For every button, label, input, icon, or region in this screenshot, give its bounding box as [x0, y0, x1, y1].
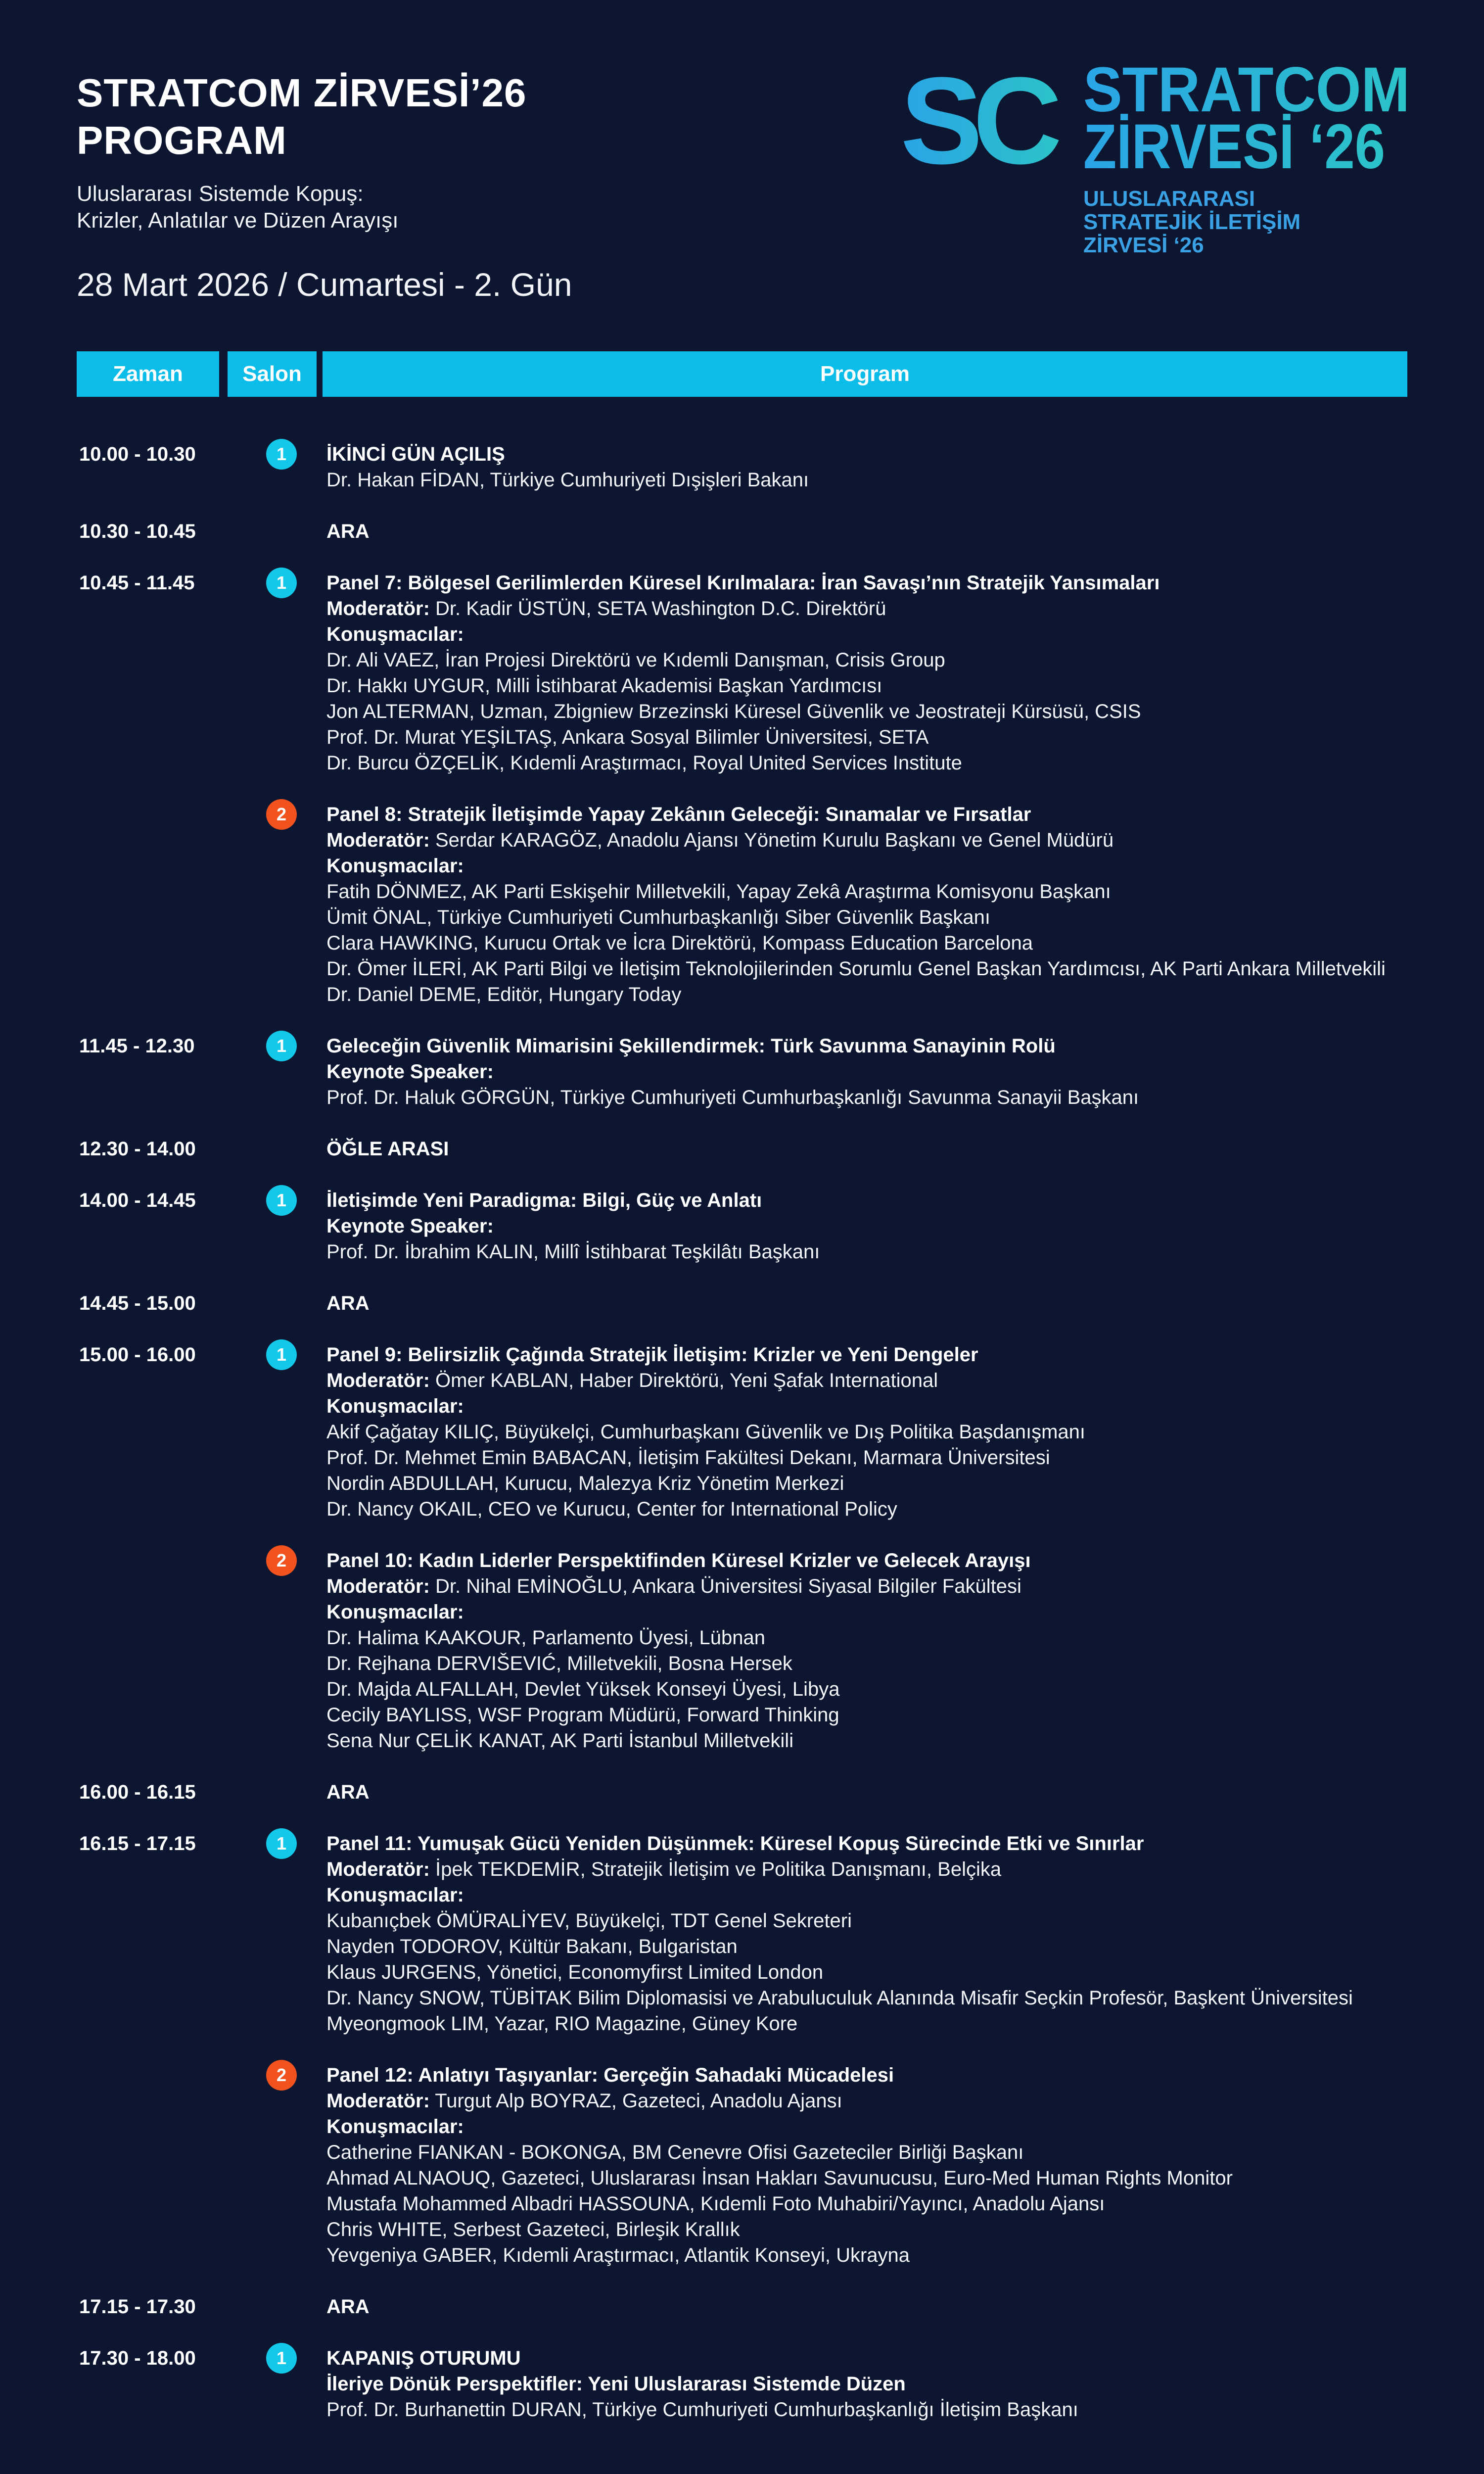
session-block — [326, 1548, 1479, 1754]
session-line — [326, 519, 1479, 544]
session-line-text: Cecily BAYLISS, WSF Program Müdürü, Forward Thinking — [326, 1704, 839, 1726]
session-line-label: Konuşmacılar: — [326, 855, 464, 877]
session-line — [326, 2242, 1479, 2268]
session-line-text: Prof. Dr. İbrahim KALIN, Millî İstihbarat Teşkilâtı Başkanı — [326, 1241, 820, 1263]
logo-tag-line-3: ZİRVESİ ‘26 — [1083, 233, 1204, 257]
session-block — [326, 519, 1479, 544]
session-line — [326, 570, 1479, 596]
salon-badge: 1 — [266, 439, 297, 470]
session-time: 17.15 - 17.30 — [79, 2296, 196, 2318]
session-line — [326, 1779, 1479, 1805]
session-line-text: Dr. Nancy SNOW, TÜBİTAK Bilim Diplomasisi ve Arabuluculuk Alanında Misafir Seçkin Profesör, Başkent Üniversitesi — [326, 1987, 1353, 2009]
session-block — [326, 802, 1479, 1007]
session-line-text: Dr. Burcu ÖZÇELİK, Kıdemli Araştırmacı, Royal United Services Institute — [326, 752, 962, 774]
session-block — [326, 441, 1479, 493]
session-line-text: Dr. Nihal EMİNOĞLU, Ankara Üniversitesi Siyasal Bilgiler Fakültesi — [429, 1575, 1021, 1597]
session-line — [326, 2165, 1479, 2191]
session-line — [326, 956, 1479, 982]
session-line — [326, 467, 1479, 493]
session-time: 14.00 - 14.45 — [79, 1189, 196, 1211]
session-line-text: Sena Nur ÇELİK KANAT, AK Parti İstanbul Milletvekili — [326, 1730, 794, 1752]
session-line — [326, 1959, 1479, 1985]
session-line-text: Dr. Daniel DEME, Editör, Hungary Today — [326, 984, 682, 1005]
session-line-text: Kubanıçbek ÖMÜRALİYEV, Büyükelçi, TDT Genel Sekreteri — [326, 1910, 852, 1932]
session-line-text: Mustafa Mohammed Albadri HASSOUNA, Kıdemli Foto Muhabiri/Yayıncı, Anadolu Ajansı — [326, 2193, 1105, 2215]
session-line-text: Ömer KABLAN, Haber Direktörü, Yeni Şafak International — [429, 1370, 938, 1391]
session-line-text: Dr. Hakan FİDAN, Türkiye Cumhuriyeti Dışişleri Bakanı — [326, 469, 809, 491]
salon-badge: 2 — [266, 1545, 297, 1576]
session-time: 10.30 - 10.45 — [79, 521, 196, 542]
session-line — [326, 647, 1479, 673]
session-block — [326, 1136, 1479, 1162]
session-line — [326, 1702, 1479, 1728]
subtitle-line-2: Krizler, Anlatılar ve Düzen Arayışı — [77, 208, 399, 233]
column-header-time: Zaman — [77, 351, 219, 397]
session-block — [326, 1342, 1479, 1522]
session-block — [326, 2345, 1479, 2423]
session-line-label: ÖĞLE ARASI — [326, 1138, 449, 1160]
session-line — [326, 827, 1479, 853]
session-line — [326, 1342, 1479, 1368]
session-line-label: Moderatör: — [326, 598, 430, 619]
session-line-label: ARA — [326, 521, 370, 542]
session-line — [326, 1934, 1479, 1959]
logo-name-line-2: ZİRVESİ ‘26 — [1083, 111, 1385, 182]
session-line — [326, 1676, 1479, 1702]
session-block — [326, 2294, 1479, 2320]
session-line — [326, 2140, 1479, 2165]
session-line — [326, 1882, 1479, 1908]
session-line-text: Dr. Ali VAEZ, İran Projesi Direktörü ve Kıdemli Danışman, Crisis Group — [326, 649, 945, 671]
session-line-text: Prof. Dr. Murat YEŞİLTAŞ, Ankara Sosyal Bilimler Üniversitesi, SETA — [326, 726, 929, 748]
session-line — [326, 1831, 1479, 1856]
session-line — [326, 1188, 1479, 1213]
session-block — [326, 1033, 1479, 1110]
logo-name-line-1: STRATCOM — [1083, 62, 1410, 125]
session-line — [326, 1085, 1479, 1110]
session-time: 15.00 - 16.00 — [79, 1344, 196, 1366]
session-line-label: Moderatör: — [326, 829, 430, 851]
session-line-text: Akif Çağatay KILIÇ, Büyükelçi, Cumhurbaşkanı Güvenlik ve Dış Politika Başdanışmanı — [326, 1421, 1086, 1443]
salon-badge: 1 — [266, 568, 297, 598]
session-line-label: Keynote Speaker: — [326, 1061, 494, 1083]
salon-badge: 1 — [266, 1031, 297, 1061]
session-line — [326, 802, 1479, 827]
session-line-label: İKİNCİ GÜN AÇILIŞ — [326, 443, 505, 465]
page-subtitle — [77, 181, 399, 234]
title-line-1: STRATCOM ZİRVESİ’26 — [77, 71, 527, 115]
session-line — [326, 982, 1479, 1007]
session-time: 16.15 - 17.15 — [79, 1833, 196, 1855]
session-line-label: Panel 12: Anlatıyı Taşıyanlar: Gerçeğin Sahadaki Mücadelesi — [326, 2064, 894, 2086]
session-line — [326, 2191, 1479, 2217]
session-line — [326, 1496, 1479, 1522]
session-line-label: Konuşmacılar: — [326, 2116, 464, 2138]
event-date: 28 Mart 2026 / Cumartesi - 2. Gün — [77, 266, 572, 303]
session-line — [326, 1548, 1479, 1573]
session-line-label: ARA — [326, 2296, 370, 2318]
column-header-salon: Salon — [228, 351, 317, 397]
session-line-text: Serdar KARAGÖZ, Anadolu Ajansı Yönetim Kurulu Başkanı ve Genel Müdürü — [429, 829, 1114, 851]
session-line-text: Dr. Hakkı UYGUR, Milli İstihbarat Akademisi Başkan Yardımcısı — [326, 675, 882, 697]
session-line-text: Catherine FIANKAN - BOKONGA, BM Cenevre Ofisi Gazeteciler Birliği Başkanı — [326, 2141, 1024, 2163]
session-line-label: Moderatör: — [326, 1370, 430, 1391]
session-line-text: Klaus JURGENS, Yönetici, Economyfirst Limited London — [326, 1961, 824, 1983]
session-time: 10.00 - 10.30 — [79, 443, 196, 465]
session-line — [326, 1239, 1479, 1265]
session-block — [326, 2062, 1479, 2268]
session-line-label: Konuşmacılar: — [326, 623, 464, 645]
session-line — [326, 1445, 1479, 1471]
session-line — [326, 1985, 1479, 2011]
session-line — [326, 2294, 1479, 2320]
session-line-label: Moderatör: — [326, 1575, 430, 1597]
session-line — [326, 2114, 1479, 2140]
session-line-text: Nordin ABDULLAH, Kurucu, Malezya Kriz Yönetim Merkezi — [326, 1473, 844, 1494]
session-line — [326, 1213, 1479, 1239]
session-line — [326, 1599, 1479, 1625]
session-line — [326, 2217, 1479, 2242]
session-line-text: Dr. Halima KAAKOUR, Parlamento Üyesi, Lübnan — [326, 1627, 766, 1649]
session-line — [326, 1651, 1479, 1676]
session-line — [326, 1136, 1479, 1162]
session-line-text: Nayden TODOROV, Kültür Bakanı, Bulgaristan — [326, 1936, 738, 1957]
session-line-text: Dr. Ömer İLERİ, AK Parti Bilgi ve İletişim Teknolojilerinden Sorumlu Genel Başkan Yardımcısı, AK Parti Ankara Milletvekili — [326, 958, 1386, 980]
logo-tag-line-2: STRATEJİK İLETİŞİM — [1083, 210, 1301, 234]
session-line-text: Dr. Majda ALFALLAH, Devlet Yüksek Konseyi Üyesi, Libya — [326, 1678, 840, 1700]
session-line — [326, 853, 1479, 879]
salon-badge: 1 — [266, 2343, 297, 2374]
session-line-label: İletişimde Yeni Paradigma: Bilgi, Güç ve Anlatı — [326, 1189, 762, 1211]
session-line-label: Geleceğin Güvenlik Mimarisini Şekillendirmek: Türk Savunma Sanayinin Rolü — [326, 1035, 1056, 1057]
session-line — [326, 1033, 1479, 1059]
session-time: 12.30 - 14.00 — [79, 1138, 196, 1160]
session-line — [326, 1856, 1479, 1882]
session-line-label: Panel 8: Stratejik İletişimde Yapay Zekânın Geleceği: Sınamalar ve Fırsatlar — [326, 804, 1031, 825]
session-line-label: Panel 9: Belirsizlik Çağında Stratejik İletişim: Krizler ve Yeni Dengeler — [326, 1344, 978, 1366]
session-block — [326, 1290, 1479, 1316]
title-line-2: PROGRAM — [77, 118, 287, 162]
session-line — [326, 596, 1479, 621]
session-line-text: Dr. Kadir ÜSTÜN, SETA Washington D.C. Direktörü — [429, 598, 886, 619]
session-line-text: Yevgeniya GABER, Kıdemli Araştırmacı, Atlantik Konseyi, Ukrayna — [326, 2244, 910, 2266]
session-line — [326, 904, 1479, 930]
session-line-text: Ümit ÖNAL, Türkiye Cumhuriyeti Cumhurbaşkanlığı Siber Güvenlik Başkanı — [326, 906, 990, 928]
session-line-text: Prof. Dr. Mehmet Emin BABACAN, İletişim Fakültesi Dekanı, Marmara Üniversitesi — [326, 1447, 1050, 1469]
session-line-text: Jon ALTERMAN, Uzman, Zbigniew Brzezinski Küresel Güvenlik ve Jeostrateji Kürsüsü, CSIS — [326, 701, 1141, 722]
session-line-label: Konuşmacılar: — [326, 1884, 464, 1906]
session-line — [326, 2088, 1479, 2114]
session-line — [326, 1290, 1479, 1316]
page-title — [77, 69, 527, 164]
session-line — [326, 1368, 1479, 1393]
session-line-label: Panel 7: Bölgesel Gerilimlerden Küresel Kırılmalara: İran Savaşı’nın Stratejik Yansımaları — [326, 572, 1160, 594]
session-time: 11.45 - 12.30 — [79, 1035, 195, 1057]
session-line — [326, 2397, 1479, 2423]
session-line-text: Prof. Dr. Burhanettin DURAN, Türkiye Cumhuriyeti Cumhurbaşkanlığı İletişim Başkanı — [326, 2399, 1078, 2421]
session-line-text: Turgut Alp BOYRAZ, Gazeteci, Anadolu Ajansı — [429, 2090, 842, 2112]
session-time: 17.30 - 18.00 — [79, 2347, 196, 2369]
session-time: 10.45 - 11.45 — [79, 572, 195, 594]
session-line-label: Panel 11: Yumuşak Gücü Yeniden Düşünmek: Küresel Kopuş Sürecinde Etki ve Sınırlar — [326, 1833, 1144, 1855]
session-line — [326, 2062, 1479, 2088]
session-line-label: KAPANIŞ OTURUMU — [326, 2347, 521, 2369]
session-line — [326, 1728, 1479, 1754]
session-line-text: Clara HAWKING, Kurucu Ortak ve İcra Direktörü, Kompass Education Barcelona — [326, 932, 1033, 954]
session-line-label: ARA — [326, 1292, 370, 1314]
session-line-label: Konuşmacılar: — [326, 1395, 464, 1417]
session-line — [326, 1471, 1479, 1496]
session-line-text: Fatih DÖNMEZ, AK Parti Eskişehir Milletvekili, Yapay Zekâ Araştırma Komisyonu Başkanı — [326, 881, 1111, 903]
session-line-label: Moderatör: — [326, 2090, 430, 2112]
column-header-program: Program — [323, 351, 1407, 397]
session-line-text: Chris WHITE, Serbest Gazeteci, Birleşik Krallık — [326, 2219, 740, 2240]
session-line — [326, 1908, 1479, 1934]
salon-badge: 1 — [266, 1339, 297, 1370]
salon-badge: 1 — [266, 1828, 297, 1859]
salon-badge: 2 — [266, 2060, 297, 2091]
session-line — [326, 621, 1479, 647]
salon-badge: 2 — [266, 799, 297, 830]
session-line-text: Dr. Nancy OKAIL, CEO ve Kurucu, Center for International Policy — [326, 1498, 897, 1520]
subtitle-line-1: Uluslararası Sistemde Kopuş: — [77, 182, 364, 206]
session-line-text: Dr. Rejhana DERVIŠEVIĆ, Milletvekili, Bosna Hersek — [326, 1653, 792, 1674]
session-line — [326, 441, 1479, 467]
session-line-text: Myeongmook LIM, Yazar, RIO Magazine, Güney Kore — [326, 2013, 798, 2035]
session-line — [326, 699, 1479, 724]
session-line — [326, 879, 1479, 904]
session-line — [326, 930, 1479, 956]
salon-badge: 1 — [266, 1185, 297, 1216]
session-line-text: İpek TEKDEMİR, Stratejik İletişim ve Politika Danışmanı, Belçika — [429, 1858, 1002, 1880]
session-line — [326, 1419, 1479, 1445]
session-line — [326, 2345, 1479, 2371]
session-line-label: Panel 10: Kadın Liderler Perspektifinden Küresel Krizler ve Gelecek Arayışı — [326, 1550, 1031, 1571]
session-line — [326, 1573, 1479, 1599]
session-line — [326, 1393, 1479, 1419]
session-line-label: İleriye Dönük Perspektifler: Yeni Uluslararası Sistemde Düzen — [326, 2373, 906, 2395]
session-block — [326, 570, 1479, 776]
session-time: 14.45 - 15.00 — [79, 1292, 196, 1314]
session-line-label: ARA — [326, 1781, 370, 1803]
logo-mark: SC — [900, 62, 1053, 190]
session-line — [326, 1625, 1479, 1651]
session-line — [326, 2371, 1479, 2397]
session-line — [326, 724, 1479, 750]
session-time: 16.00 - 16.15 — [79, 1781, 196, 1803]
session-line-text: Ahmad ALNAOUQ, Gazeteci, Uluslararası İnsan Hakları Savunucusu, Euro-Med Human Rights Monitor — [326, 2167, 1233, 2189]
logo-tagline — [1083, 187, 1300, 257]
session-block — [326, 1831, 1479, 2037]
session-line-label: Moderatör: — [326, 1858, 430, 1880]
session-line-label: Konuşmacılar: — [326, 1601, 464, 1623]
session-line — [326, 673, 1479, 699]
session-line-label: Keynote Speaker: — [326, 1215, 494, 1237]
session-line — [326, 750, 1479, 776]
session-block — [326, 1779, 1479, 1805]
session-line-text: Prof. Dr. Haluk GÖRGÜN, Türkiye Cumhuriyeti Cumhurbaşkanlığı Savunma Sanayii Başkanı — [326, 1087, 1139, 1108]
session-block — [326, 1188, 1479, 1265]
session-line — [326, 2011, 1479, 2037]
logo-tag-line-1: ULUSLARARASI — [1083, 187, 1255, 211]
session-line — [326, 1059, 1479, 1085]
